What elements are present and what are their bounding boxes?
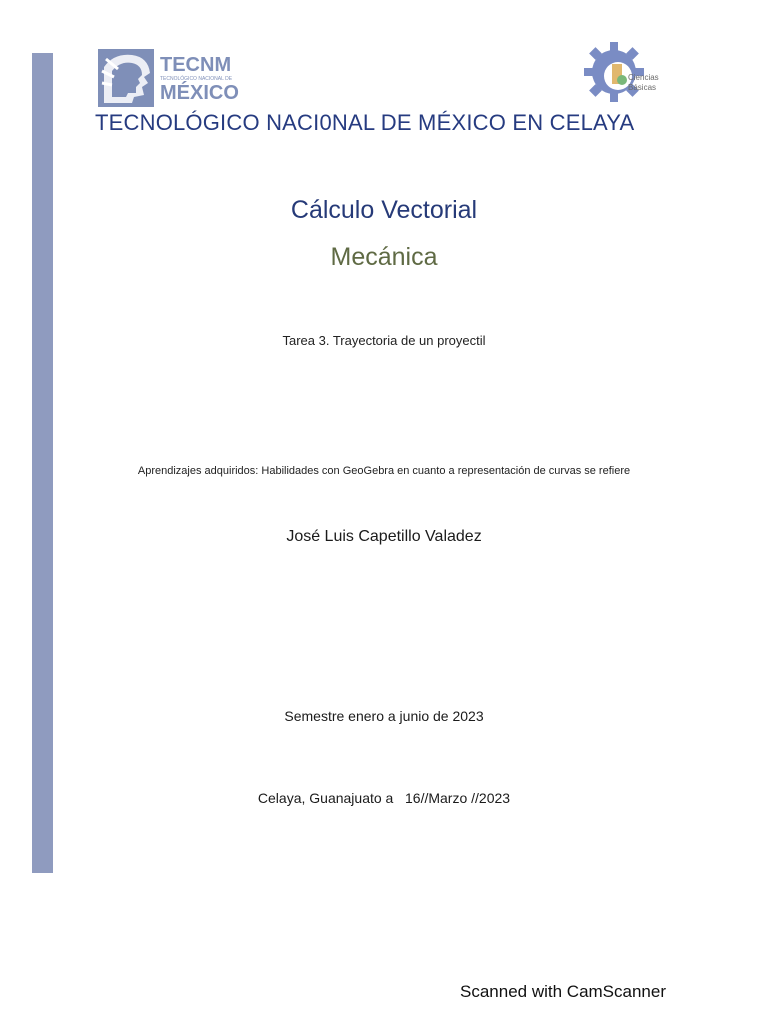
institution-name: TECNOLÓGICO NACI0NAL DE MÉXICO EN CELAYA	[95, 110, 635, 135]
ciencias-basicas-logo	[582, 40, 674, 104]
student-name: José Luis Capetillo Valadez	[286, 528, 482, 545]
tecnm-logo-line2: TECNOLÓGICO NACIONAL DE	[160, 76, 233, 82]
ciencias-logo-line1: Ciencias	[628, 73, 659, 82]
tecnm-logo-line1: TECNM	[160, 54, 232, 76]
course-title: Cálculo Vectorial	[290, 196, 478, 224]
learning-outcomes: Aprendizajes adquiridos: Habilidades con GeoGebra en cuanto a representación de curvas se refiere	[137, 465, 631, 477]
tecnm-logo	[98, 47, 248, 109]
tecnm-logo-line3: MÉXICO	[160, 82, 239, 104]
tecnm-logo-icon	[98, 47, 248, 109]
place-date: Celaya, Guanajuato a 16//Marzo //2023	[257, 790, 511, 806]
side-color-bar	[32, 53, 53, 873]
semester: Semestre enero a junio de 2023	[284, 708, 484, 724]
ciencias-logo-line2: Básicas	[628, 83, 657, 92]
task-title: Tarea 3. Trayectoria de un proyectil	[282, 333, 486, 348]
scanner-watermark: Scanned with CamScanner	[460, 982, 667, 1001]
major-name: Mecánica	[330, 243, 438, 271]
ciencias-basicas-gear-logo-icon	[582, 40, 674, 104]
